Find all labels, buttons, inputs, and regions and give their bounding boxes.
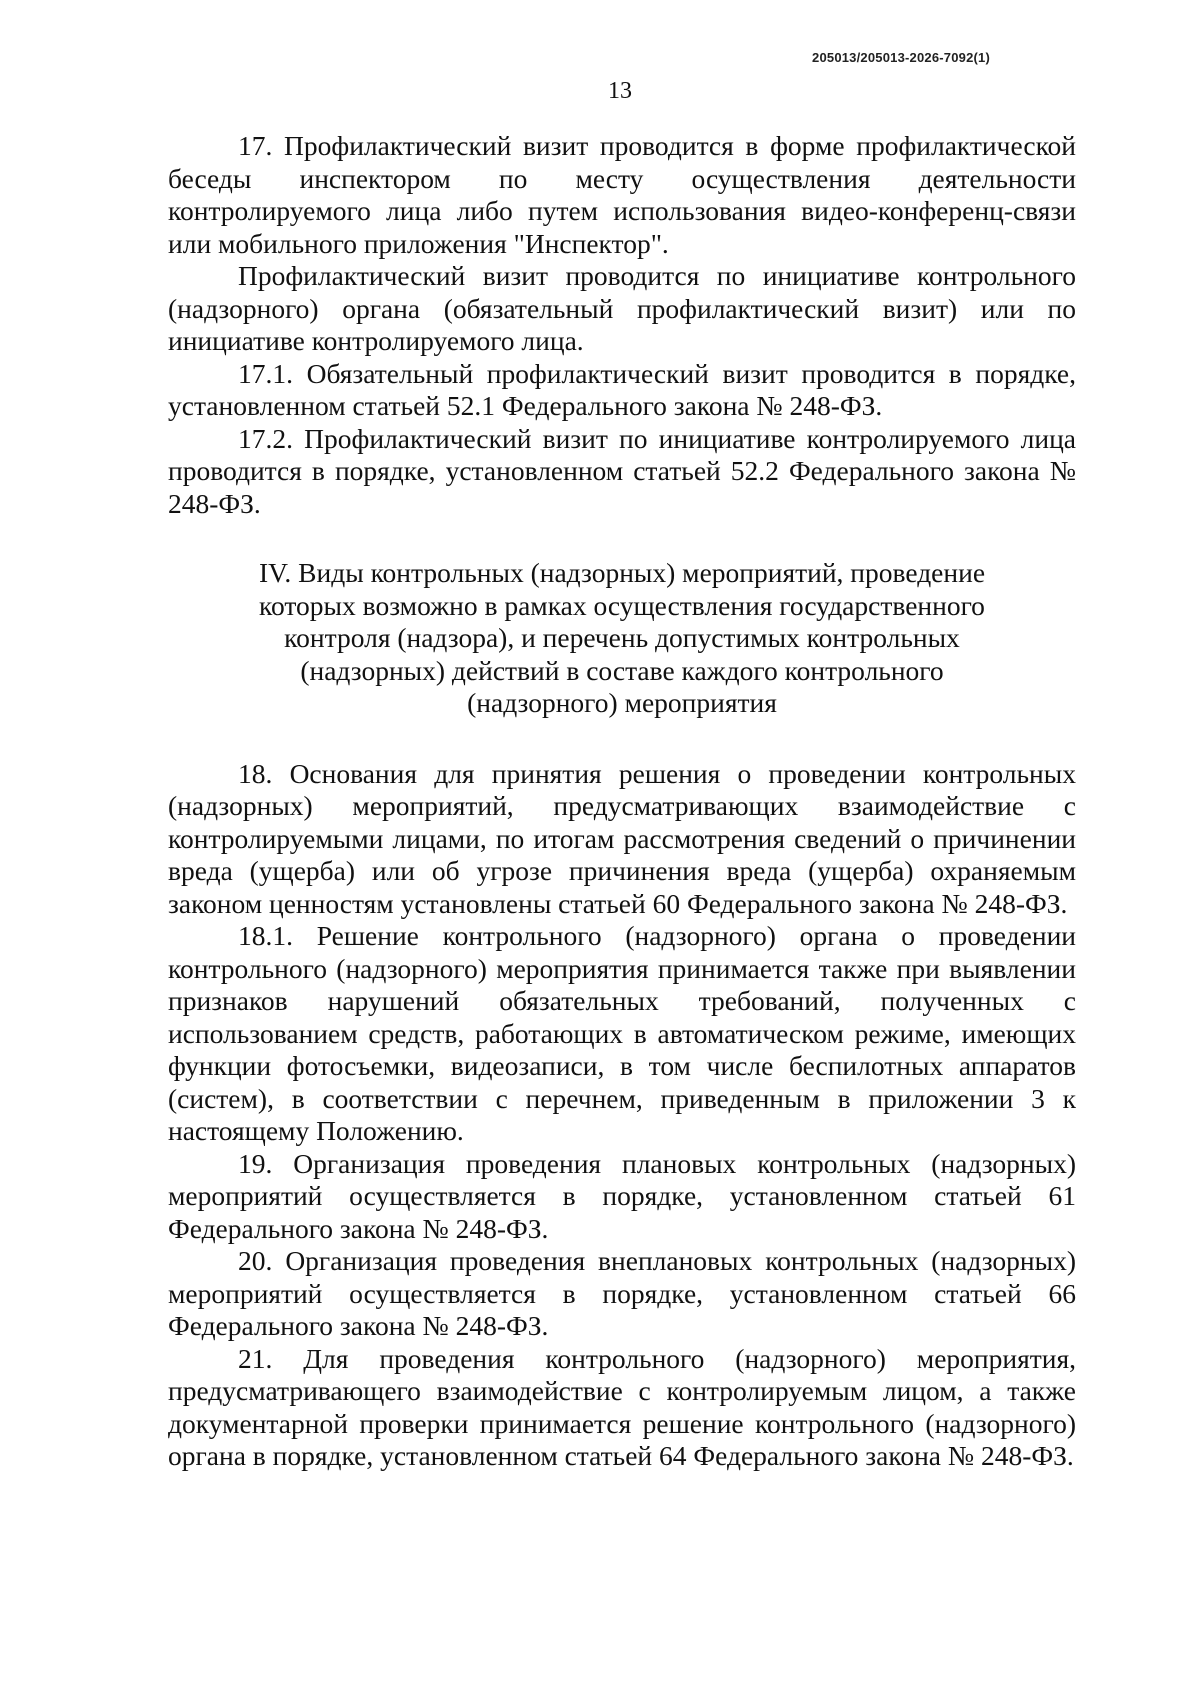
document-body bbox=[168, 130, 1076, 1473]
paragraph-17-initiative: Профилактический визит проводится по инициативе контрольного (надзорного) органа (обязательный профилактический визит) или по инициативе контролируемого лица. bbox=[168, 260, 1076, 356]
paragraph-17-2: 17.2. Профилактический визит по инициативе контролируемого лица проводится в порядке, установленном статьей 52.2 Федерального закона № 248-ФЗ. bbox=[168, 422, 1076, 519]
paragraph-19: 19. Организация проведения плановых контрольных (надзорных) мероприятий осуществляется в порядке, установленном статьей 61 Федерального закона № 248-ФЗ. bbox=[168, 1147, 1076, 1244]
paragraph-18: 18. Основания для принятия решения о проведении контрольных (надзорных) мероприятий, предусматривающих взаимодействие с контролируемыми лицами, по итогам рассмотрения сведений о причинении вреда (ущерба) или об угрозе причинения вреда (ущерба) охраняемым законом ценностям установлены статьей 60 Федерального закона № 248-ФЗ. bbox=[168, 757, 1076, 919]
document-id: 205013/205013-2026-7092(1) bbox=[812, 50, 990, 65]
section-heading-line: которых возможно в рамках осуществления государственного bbox=[259, 589, 985, 621]
paragraph-20: 20. Организация проведения внеплановых контрольных (надзорных) мероприятий осуществляется в порядке, установленном статьей 66 Федерального закона № 248-ФЗ. bbox=[168, 1245, 1076, 1341]
section-heading-iv bbox=[168, 557, 1076, 720]
page-number: 13 bbox=[608, 78, 632, 104]
section-heading-line: (надзорного) мероприятия bbox=[467, 687, 777, 718]
section-heading-line: (надзорных) действий в составе каждого контрольного bbox=[300, 654, 944, 686]
paragraph-17-1: 17.1. Обязательный профилактический визит проводится в порядке, установленном статьей 52.1 Федерального закона № 248-ФЗ. bbox=[168, 357, 1076, 421]
paragraph-17: 17. Профилактический визит проводится в форме профилактической беседы инспектором по месту осуществления деятельности контролируемого лица либо путем использования видео-конференц-связи или мобильного приложения "Инспектор". bbox=[168, 130, 1076, 259]
paragraph-18-1: 18.1. Решение контрольного (надзорного) органа о проведении контрольного (надзорного) мероприятия принимается также при выявлении признаков нарушений обязательных требований, полученных с использованием средств, работающих в автоматическом режиме, имеющих функции фотосъемки, видеозаписи, в том числе беспилотных аппаратов (систем), в соответствии с перечнем, приведенным в приложении 3 к настоящему Положению. bbox=[168, 920, 1076, 1146]
section-heading-line: контроля (надзора), и перечень допустимых контрольных bbox=[284, 622, 960, 653]
paragraph-21: 21. Для проведения контрольного (надзорного) мероприятия, предусматривающего взаимодействие с контролируемым лицом, а также документарной проверки принимается решение контрольного (надзорного) органа в порядке, установленном статьей 64 Федерального закона № 248-ФЗ. bbox=[168, 1342, 1076, 1471]
section-heading-line: IV. Виды контрольных (надзорных) мероприятий, проведение bbox=[258, 557, 986, 588]
